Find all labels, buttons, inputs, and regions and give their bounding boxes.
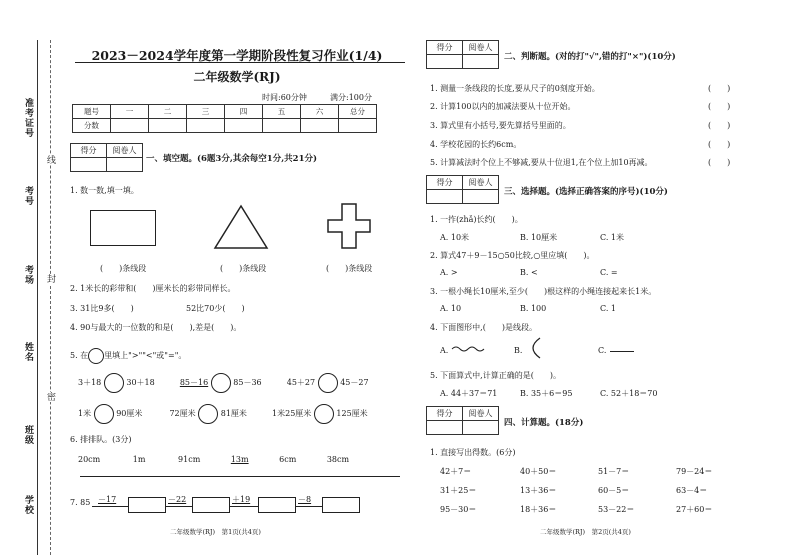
expr: 85－16 — [179, 378, 209, 387]
calc-item: 31＋25＝ — [440, 486, 477, 495]
triangle-shape — [212, 203, 270, 251]
compare-circle[interactable] — [318, 373, 338, 393]
score-header: 六 — [301, 105, 339, 119]
answer-box[interactable] — [192, 497, 230, 513]
wavy-line-shape — [450, 340, 486, 356]
choice-option[interactable]: C. = — [600, 268, 618, 277]
calc-q1: 1. 直接写出得数。(6分) — [430, 448, 516, 457]
s1-q3a: 3. 31比9多( ) — [70, 304, 134, 313]
full-score: 满分:100分 — [330, 93, 372, 102]
choice-option[interactable]: C. — [598, 346, 607, 355]
answer-box[interactable] — [128, 497, 166, 513]
judge-answer[interactable]: ( ) — [708, 102, 731, 111]
answer-line[interactable] — [80, 476, 400, 477]
length-item: 20cm — [78, 455, 101, 464]
choice-option[interactable]: C. 52＋18＝70 — [600, 389, 658, 398]
arc-shape — [524, 336, 544, 360]
length-row — [78, 455, 349, 464]
score-box-label: 阅卷人 — [463, 176, 499, 190]
section-1-title: 一、填空题。(6题3分,其余每空1分,共21分) — [146, 154, 318, 164]
exam-time: 时间:60分钟 — [262, 93, 307, 102]
length-item: 38cm — [326, 455, 350, 464]
s1-q1-caption: ( )条线段 — [100, 264, 147, 273]
choice-q2: 2. 算式47＋9－15○50比较,○里应填( )。 — [430, 251, 595, 260]
calc-item: 42＋7＝ — [440, 467, 472, 476]
score-header: 三 — [187, 105, 225, 119]
segment-shape — [610, 351, 634, 352]
compare-row-2 — [78, 404, 368, 424]
expr: 1米 — [78, 409, 92, 418]
score-box-label: 得分 — [427, 176, 463, 190]
score-box-cell[interactable] — [71, 158, 107, 172]
calc-item: 18＋36＝ — [520, 505, 557, 514]
score-cell[interactable] — [225, 119, 263, 133]
s1-q1: 1. 数一数,填一填。 — [70, 186, 139, 195]
calc-item: 95－30＝ — [440, 505, 477, 514]
score-row-label: 分数 — [73, 119, 111, 133]
score-box-cell[interactable] — [463, 55, 499, 69]
expr: 85－36 — [233, 378, 262, 387]
judge-item: 2. 计算100以内的加减法要从十位开始。 — [430, 102, 576, 111]
choice-option[interactable]: A. — [440, 346, 449, 355]
arrow-line — [230, 506, 258, 507]
length-item: 6cm — [279, 455, 297, 464]
choice-option[interactable]: B. 100 — [520, 304, 547, 313]
compare-circle[interactable] — [198, 404, 218, 424]
length-item: 13m — [230, 455, 249, 464]
s1-q4: 4. 90与最大的一位数的和是( ),差是( )。 — [70, 323, 242, 332]
binding-fill-line — [37, 40, 38, 555]
s1-q1-caption: ( )条线段 — [220, 264, 267, 273]
score-header: 四 — [225, 105, 263, 119]
calc-item: 51－7＝ — [598, 467, 630, 476]
op-label: －8 — [298, 495, 312, 504]
calc-item: 27＋60＝ — [676, 505, 713, 514]
choice-option[interactable]: C. 1米 — [600, 233, 625, 242]
choice-option[interactable]: A. 10 — [440, 304, 462, 313]
choice-option[interactable]: B. 35＋6＝95 — [520, 389, 573, 398]
judge-item: 4. 学校花园的长约6cm。 — [430, 140, 522, 149]
judge-answer[interactable]: ( ) — [708, 140, 731, 149]
score-cell[interactable] — [187, 119, 225, 133]
page-subtitle: 二年级数学(RJ) — [193, 70, 281, 84]
score-box-cell[interactable] — [107, 158, 143, 172]
arrow-line — [296, 506, 322, 507]
cross-shape — [326, 202, 372, 250]
s1-q2: 2. 1米长的彩带和( )厘米长的彩带同样长。 — [70, 284, 236, 293]
rectangle-shape — [90, 210, 156, 246]
judge-answer[interactable]: ( ) — [708, 121, 731, 130]
s1-q3b: 52比70少( ) — [186, 304, 245, 313]
arrow-line — [166, 506, 192, 507]
label-exam-id: 准考证号 — [23, 98, 33, 138]
score-header: 总分 — [339, 105, 377, 119]
score-box-cell[interactable] — [463, 421, 499, 435]
page-title: 2023－2024学年度第一学期阶段性复习作业(1/4) — [91, 48, 383, 63]
calc-item: 79－24＝ — [676, 467, 713, 476]
expr: 30＋18 — [126, 378, 155, 387]
s1-q5 — [70, 348, 186, 364]
seal-char-secret: 密 — [45, 392, 55, 402]
op-label: －17 — [98, 495, 117, 504]
score-box-cell[interactable] — [427, 190, 463, 204]
seal-line — [50, 40, 51, 555]
score-box-cell[interactable] — [463, 190, 499, 204]
calc-item: 60－5＝ — [598, 486, 630, 495]
score-box-label: 阅卷人 — [463, 41, 499, 55]
choice-option[interactable]: B. < — [520, 268, 538, 277]
seal-char-seal: 封 — [45, 274, 55, 284]
seal-char-line: 线 — [45, 155, 55, 165]
s1-q1-caption: ( )条线段 — [326, 264, 373, 273]
calc-item: 40＋50＝ — [520, 467, 557, 476]
s1-q7-start: 7. 85 — [70, 498, 91, 507]
compare-circle[interactable] — [104, 373, 124, 393]
score-cell[interactable] — [301, 119, 339, 133]
expr: 72厘米 — [169, 409, 196, 418]
score-cell[interactable] — [111, 119, 149, 133]
expr: 45＋27 — [286, 378, 316, 387]
choice-q4: 4. 下面图形中,( )是线段。 — [430, 323, 537, 332]
answer-box[interactable] — [322, 497, 360, 513]
score-header: 一 — [111, 105, 149, 119]
judge-item: 5. 计算减法时个位上不够减,要从十位退1,在个位上加10再减。 — [430, 158, 653, 167]
judge-item: 1. 测量一条线段的长度,要从尺子的0刻度开始。 — [430, 84, 600, 93]
judge-answer[interactable]: ( ) — [708, 158, 731, 167]
expr: 45－27 — [340, 378, 369, 387]
label-school: 学校 — [23, 495, 33, 515]
choice-option[interactable]: A. > — [440, 268, 458, 277]
section-4-title: 四、计算题。(18分) — [504, 418, 584, 428]
compare-circle — [88, 348, 104, 364]
score-cell[interactable] — [263, 119, 301, 133]
length-item: 1m — [132, 455, 146, 464]
expr: 90厘米 — [116, 409, 143, 418]
choice-option[interactable]: C. 1 — [600, 304, 617, 313]
score-box-label: 阅卷人 — [463, 407, 499, 421]
calc-item: 63－4＝ — [676, 486, 708, 495]
s1-q6: 6. 排排队。(3分) — [70, 435, 132, 444]
title-rule — [75, 62, 405, 63]
judge-item: 3. 算式里有小括号,要先算括号里面的。 — [430, 121, 571, 130]
op-label: ＋19 — [232, 495, 251, 504]
label-class: 班级 — [23, 425, 33, 445]
score-box-s1 — [70, 143, 143, 172]
choice-option[interactable]: B. — [514, 346, 523, 355]
section-2-title: 二、判断题。(对的打"√",错的打"×")(10分) — [504, 52, 676, 62]
choice-option[interactable]: A. 10米 — [440, 233, 470, 242]
compare-circle[interactable] — [314, 404, 334, 424]
footer-page-1: 二年级数学(RJ) 第1页(共4页) — [170, 528, 261, 536]
footer-page-2: 二年级数学(RJ) 第2页(共4页) — [540, 528, 631, 536]
label-name: 姓名 — [23, 342, 33, 362]
score-box-label: 得分 — [71, 144, 107, 158]
calc-item: 13＋36＝ — [520, 486, 557, 495]
choice-q1: 1. 一拃(zhǎ)长约( )。 — [430, 215, 523, 224]
choice-q5: 5. 下面算式中,计算正确的是( )。 — [430, 371, 561, 380]
label-exam-no: 考号 — [23, 186, 33, 206]
score-box-cell[interactable] — [427, 421, 463, 435]
score-table — [72, 104, 377, 133]
expr: 3＋18 — [78, 378, 102, 387]
expr: 125厘米 — [336, 409, 368, 418]
arrow-line — [92, 506, 128, 507]
judge-answer[interactable]: ( ) — [708, 84, 731, 93]
score-box-cell[interactable] — [427, 55, 463, 69]
compare-row-1 — [78, 373, 369, 393]
answer-box[interactable] — [258, 497, 296, 513]
length-item: 91cm — [178, 455, 201, 464]
score-header: 二 — [149, 105, 187, 119]
s1-q5-text: 里填上">""<"或"="。 — [104, 351, 187, 360]
choice-option[interactable]: B. 10厘米 — [520, 233, 558, 242]
compare-circle[interactable] — [94, 404, 114, 424]
choice-q3: 3. 一根小绳长10厘米,至少( )根这样的小绳连接起来长1米。 — [430, 287, 657, 296]
score-box-label: 得分 — [427, 41, 463, 55]
s1-q5-text: 5. 在 — [70, 351, 89, 360]
score-box-s4 — [426, 406, 499, 435]
score-cell[interactable] — [339, 119, 377, 133]
score-box-s3 — [426, 175, 499, 204]
section-3-title: 三、选择题。(选择正确答案的序号)(10分) — [504, 187, 668, 197]
calc-item: 53－22＝ — [598, 505, 635, 514]
label-room: 考场 — [23, 265, 33, 285]
score-header: 题号 — [73, 105, 111, 119]
score-header: 五 — [263, 105, 301, 119]
score-box-s2 — [426, 40, 499, 69]
op-label: －22 — [168, 495, 187, 504]
compare-circle[interactable] — [211, 373, 231, 393]
score-cell[interactable] — [149, 119, 187, 133]
expr: 81厘米 — [220, 409, 247, 418]
score-box-label: 得分 — [427, 407, 463, 421]
expr: 1米25厘米 — [272, 409, 312, 418]
choice-option[interactable]: A. 44＋37＝71 — [440, 389, 498, 398]
score-box-label: 阅卷人 — [107, 144, 143, 158]
